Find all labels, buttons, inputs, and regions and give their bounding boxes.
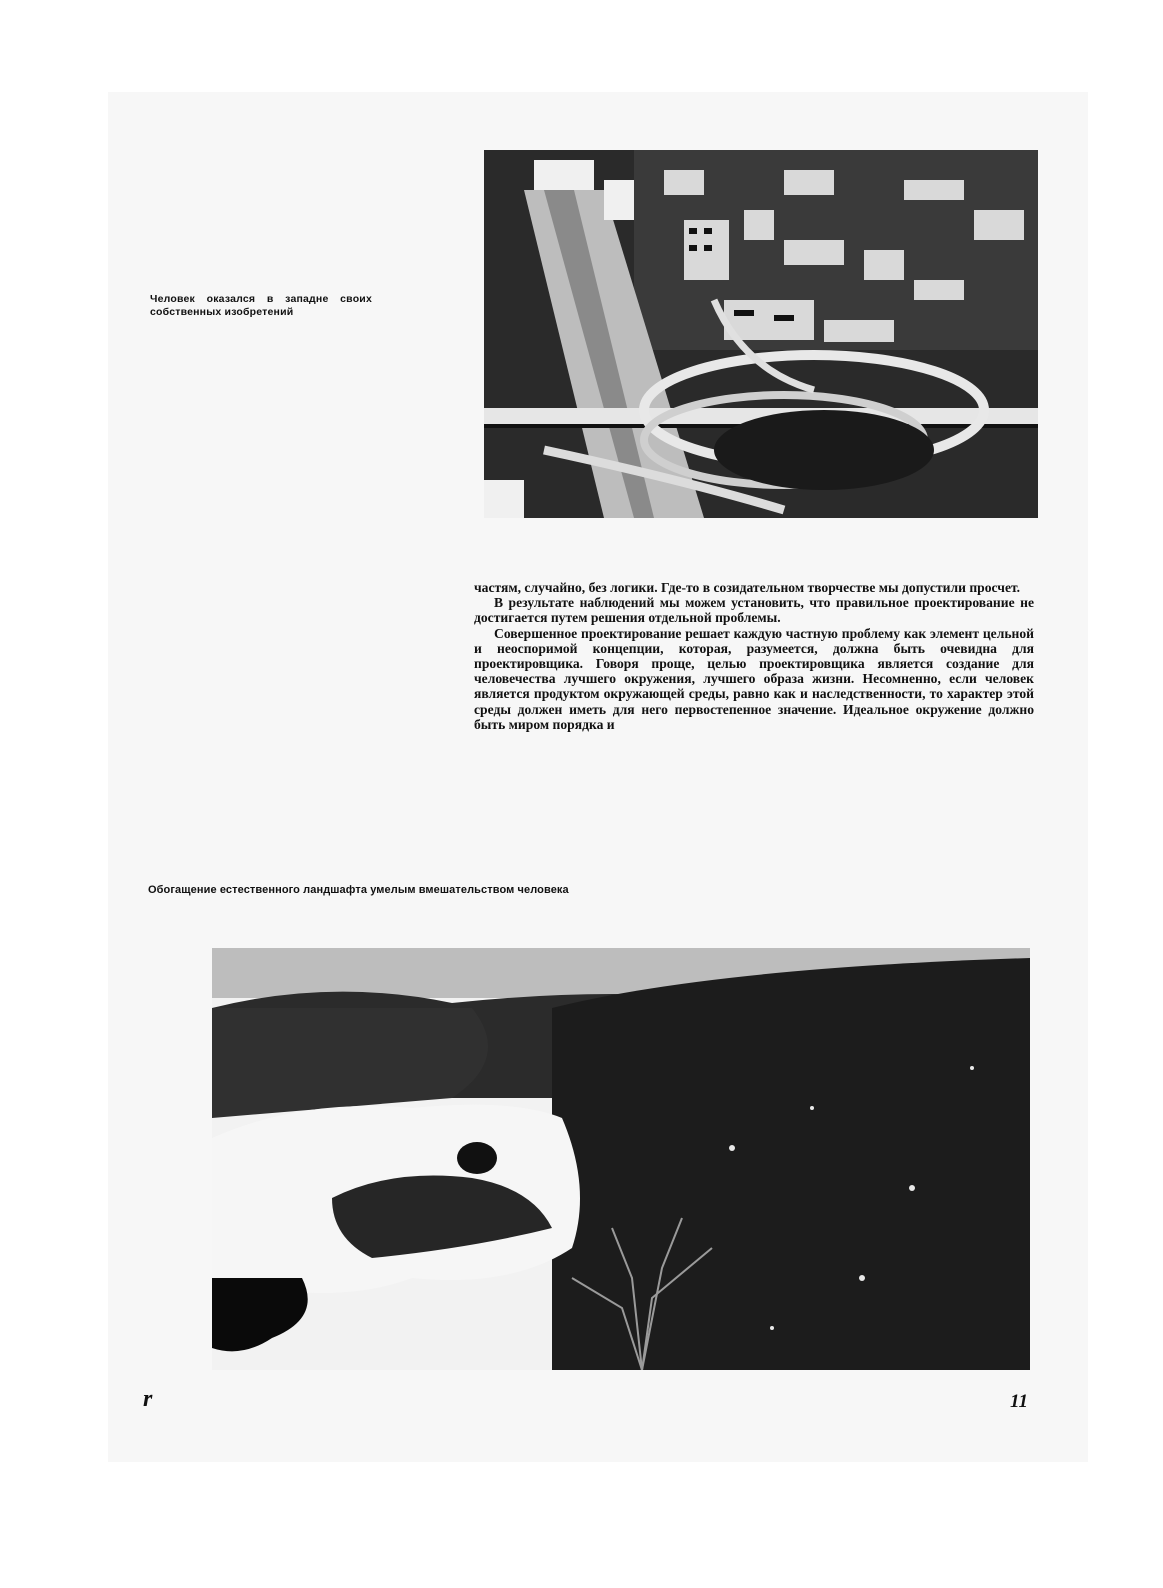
bottom-photo-caption: Обогащение естественного ландшафта умелым вмешательством человека — [148, 884, 569, 896]
page-mark: r — [143, 1386, 153, 1412]
body-paragraph: Совершенное проектирование решает каждую частную проблему как элемент цельной и неоспоримой концепции, которая, разумеется, должна быть очевидна для проектировщика. Говоря проще, целью проектировщика является создание для человечества лучшего окружения, лучшего образа жизни. Несомненно, если человек является продуктом окружающей среды, равно как и наследственности, то характер этой среды должен иметь для него первостепенное значение. Идеальное окружение должно быть миром порядка и — [474, 625, 1034, 732]
highway-interchange-photo — [484, 150, 1038, 518]
article-body — [474, 580, 1034, 732]
landscape-garden-photo — [212, 948, 1030, 1370]
body-paragraph: В результате наблюдений мы можем установить, что правильное проектирование не достигается путем решения отдельной проблемы. — [474, 595, 1034, 626]
body-paragraph: частям, случайно, без логики. Где-то в созидательном творчестве мы допустили просчет. — [474, 580, 1021, 595]
top-photo-caption: Человек оказался в западне своих собственных изобретений — [150, 293, 372, 318]
page-number: 11 — [1010, 1391, 1028, 1412]
